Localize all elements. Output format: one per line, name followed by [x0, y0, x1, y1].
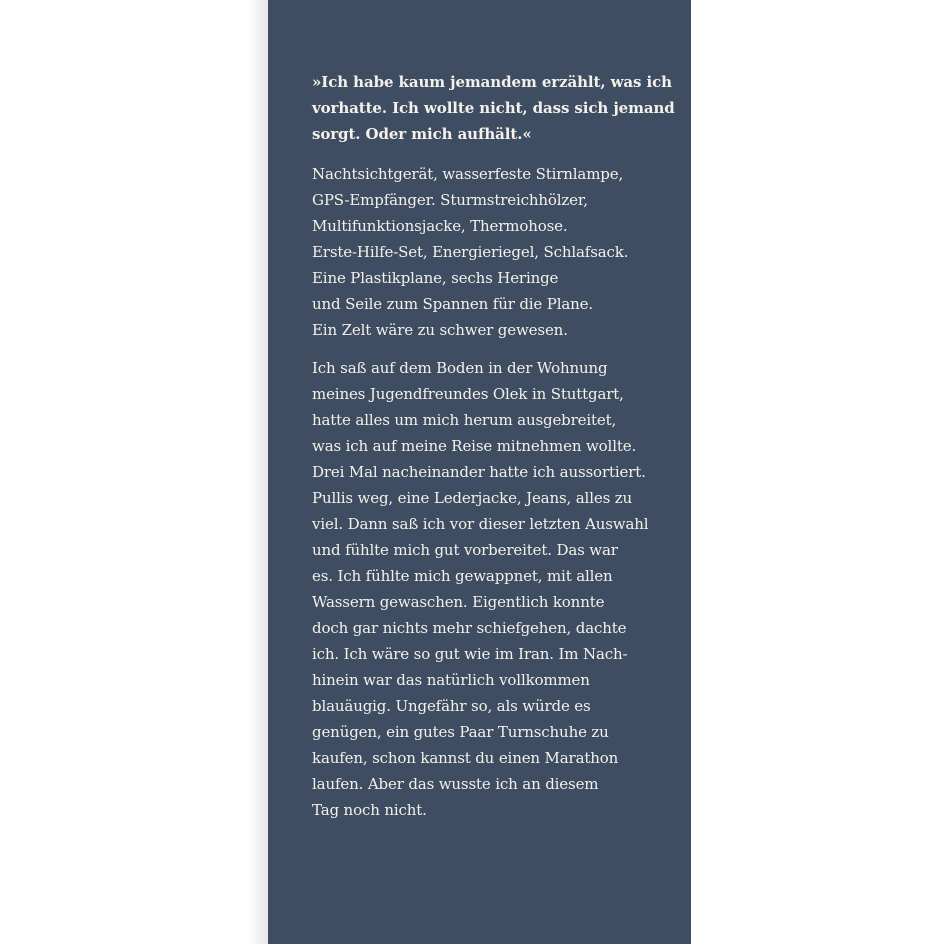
paragraph-line: ich. Ich wäre so gut wie im Iran. Im Nach-	[312, 645, 628, 663]
paragraph-line: Multifunktionsjacke, Thermohose.	[312, 217, 568, 235]
quote-line: sorgt. Oder mich aufhält.«	[312, 125, 532, 143]
quote-line: »Ich habe kaum jemandem erzählt, was ich	[312, 73, 672, 91]
paragraph-line: Erste-Hilfe-Set, Energieriegel, Schlafsack.	[312, 243, 629, 261]
paragraph-line: Ein Zelt wäre zu schwer gewesen.	[312, 321, 568, 339]
paragraph-line: GPS-Empfänger. Sturmstreichhölzer,	[312, 191, 588, 209]
paragraph-line: laufen. Aber das wusste ich an diesem	[312, 775, 599, 793]
paragraph-equipment-list	[312, 161, 672, 343]
paragraph-line: hinein war das natürlich vollkommen	[312, 671, 590, 689]
quote-line: vorhatte. Ich wollte nicht, dass sich jemand	[312, 99, 675, 117]
paragraph-line: und fühlte mich gut vorbereitet. Das war	[312, 541, 618, 559]
paragraph-line: genügen, ein gutes Paar Turnschuhe zu	[312, 723, 609, 741]
paragraph-line: viel. Dann saß ich vor dieser letzten Auswahl	[312, 515, 649, 533]
paragraph-narrative	[312, 355, 672, 823]
paragraph-line: Ich saß auf dem Boden in der Wohnung	[312, 359, 608, 377]
paragraph-line: Drei Mal nacheinander hatte ich aussortiert.	[312, 463, 646, 481]
paragraph-line: und Seile zum Spannen für die Plane.	[312, 295, 594, 313]
paragraph-line: doch gar nichts mehr schiefgehen, dachte	[312, 619, 627, 637]
paper-edge-shadow	[248, 0, 268, 944]
paragraph-line: Eine Plastikplane, sechs Heringe	[312, 269, 559, 287]
paragraph-line: hatte alles um mich herum ausgebreitet,	[312, 411, 617, 429]
text-panel	[268, 0, 691, 944]
paragraph-line: Wassern gewaschen. Eigentlich konnte	[312, 593, 605, 611]
paragraph-line: was ich auf meine Reise mitnehmen wollte.	[312, 437, 637, 455]
paragraph-line: blauäugig. Ungefähr so, als würde es	[312, 697, 591, 715]
paragraph-line: Pullis weg, eine Lederjacke, Jeans, alles zu	[312, 489, 633, 507]
paragraph-line: Nachtsichtgerät, wasserfeste Stirnlampe,	[312, 165, 624, 183]
paragraph-line: Tag noch nicht.	[312, 801, 427, 819]
paragraph-line: es. Ich fühlte mich gewappnet, mit allen	[312, 567, 613, 585]
paragraph-line: kaufen, schon kannst du einen Marathon	[312, 749, 619, 767]
pull-quote	[312, 69, 675, 147]
text-content	[312, 69, 675, 835]
paragraph-line: meines Jugendfreundes Olek in Stuttgart,	[312, 385, 624, 403]
